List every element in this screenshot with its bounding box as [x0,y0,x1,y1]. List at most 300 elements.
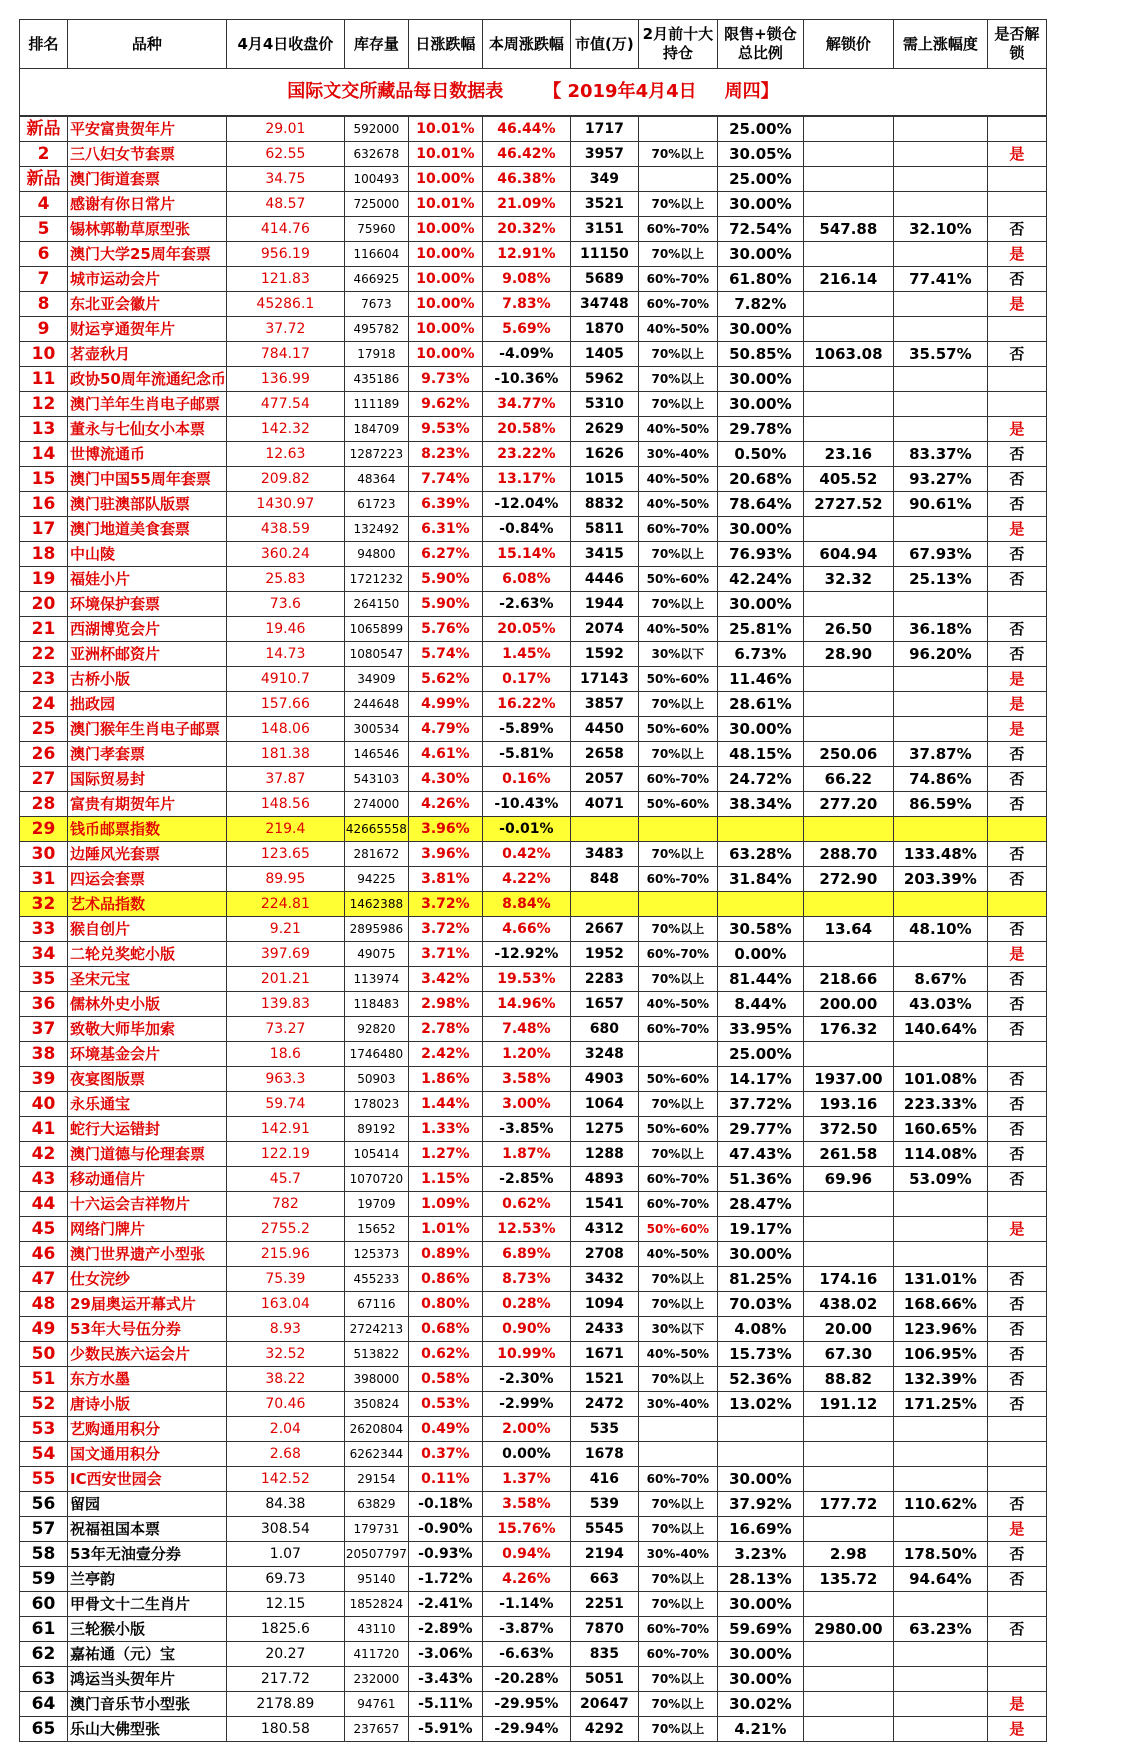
close-price-cell: 163.04 [226,1292,344,1317]
unlock-price-cell: 604.94 [803,542,893,567]
close-price-cell: 89.95 [226,867,344,892]
close-price-cell: 1430.97 [226,492,344,517]
stock-cell: 1721232 [344,567,408,592]
market-value-cell: 2251 [570,1592,638,1617]
rank-cell: 53 [20,1417,68,1442]
rank-cell: 10 [20,342,68,367]
table-row [20,1442,1047,1467]
name-cell: 二轮兑奖蛇小版 [68,942,227,967]
locked-ratio-cell: 63.28% [717,842,803,867]
unlock-price-cell [803,1217,893,1242]
close-price-cell: 1825.6 [226,1617,344,1642]
needed-rise-cell [893,1467,987,1492]
top10-holding-cell: 60%-70% [638,867,717,892]
needed-rise-cell: 123.96% [893,1317,987,1342]
table-row [20,792,1047,817]
market-value-cell: 349 [570,167,638,192]
locked-ratio-cell: 78.64% [717,492,803,517]
close-price-cell: 397.69 [226,942,344,967]
unlock-price-cell: 218.66 [803,967,893,992]
top10-holding-cell: 60%-70% [638,1017,717,1042]
unlock-price-cell: 277.20 [803,792,893,817]
rank-cell: 45 [20,1217,68,1242]
stats-table [19,19,1047,1742]
header-daily-change: 日涨跌幅 [408,20,482,69]
locked-ratio-cell [717,817,803,842]
close-price-cell: 12.63 [226,442,344,467]
locked-ratio-cell: 51.36% [717,1167,803,1192]
locked-ratio-cell: 30.00% [717,517,803,542]
rank-cell: 43 [20,1167,68,1192]
market-value-cell: 663 [570,1567,638,1592]
needed-rise-cell [893,1042,987,1067]
stock-cell: 281672 [344,842,408,867]
unlocked-cell: 否 [987,1392,1046,1417]
unlocked-cell [987,1042,1046,1067]
rank-cell: 16 [20,492,68,517]
unlocked-cell: 是 [987,1717,1046,1742]
market-value-cell: 2057 [570,767,638,792]
unlock-price-cell: 135.72 [803,1567,893,1592]
needed-rise-cell: 114.08% [893,1142,987,1167]
needed-rise-cell [893,1192,987,1217]
unlock-price-cell: 176.32 [803,1017,893,1042]
locked-ratio-cell: 30.00% [717,592,803,617]
weekly-change-cell: 14.96% [482,992,570,1017]
table-row [20,1692,1047,1717]
stock-cell: 94225 [344,867,408,892]
unlocked-cell: 否 [987,542,1046,567]
stock-cell: 632678 [344,142,408,167]
top10-holding-cell [638,892,717,917]
rank-cell: 57 [20,1517,68,1542]
market-value-cell: 1626 [570,442,638,467]
table-row [20,1117,1047,1142]
locked-ratio-cell: 76.93% [717,542,803,567]
top10-holding-cell: 70%以上 [638,1592,717,1617]
table-row [20,1642,1047,1667]
table-body [20,116,1047,1742]
needed-rise-cell: 160.65% [893,1117,987,1142]
unlock-price-cell: 1937.00 [803,1067,893,1092]
rank-cell: 2 [20,142,68,167]
needed-rise-cell: 74.86% [893,767,987,792]
market-value-cell: 20647 [570,1692,638,1717]
market-value-cell: 1064 [570,1092,638,1117]
table-row [20,817,1047,842]
unlock-price-cell: 216.14 [803,267,893,292]
name-cell: 少数民族六运会片 [68,1342,227,1367]
rank-cell: 17 [20,517,68,542]
weekly-change-cell: 3.58% [482,1067,570,1092]
weekly-change-cell: 6.08% [482,567,570,592]
locked-ratio-cell: 31.84% [717,867,803,892]
table-row [20,1217,1047,1242]
unlock-price-cell: 69.96 [803,1167,893,1192]
rank-cell: 55 [20,1467,68,1492]
close-price-cell: 29.01 [226,116,344,142]
weekly-change-cell: -5.81% [482,742,570,767]
rank-cell: 63 [20,1667,68,1692]
unlocked-cell: 是 [987,242,1046,267]
stock-cell: 89192 [344,1117,408,1142]
top10-holding-cell: 60%-70% [638,217,717,242]
table-row [20,842,1047,867]
weekly-change-cell: 0.00% [482,1442,570,1467]
daily-change-cell: 10.01% [408,142,482,167]
top10-holding-cell: 30%-40% [638,1392,717,1417]
unlocked-cell: 否 [987,642,1046,667]
table-row [20,242,1047,267]
close-price-cell: 209.82 [226,467,344,492]
rank-cell: 4 [20,192,68,217]
table-row [20,1142,1047,1167]
unlock-price-cell: 250.06 [803,742,893,767]
close-price-cell: 34.75 [226,167,344,192]
table-row [20,867,1047,892]
table-row [20,1192,1047,1217]
needed-rise-cell: 93.27% [893,467,987,492]
unlocked-cell: 否 [987,1367,1046,1392]
daily-change-cell: 0.86% [408,1267,482,1292]
unlocked-cell: 是 [987,717,1046,742]
unlocked-cell: 否 [987,967,1046,992]
unlocked-cell: 否 [987,992,1046,1017]
top10-holding-cell: 70%以上 [638,392,717,417]
daily-change-cell: 3.81% [408,867,482,892]
table-row [20,1367,1047,1392]
rank-cell: 34 [20,942,68,967]
stock-cell: 43110 [344,1617,408,1642]
close-price-cell: 123.65 [226,842,344,867]
name-cell: 艺术品指数 [68,892,227,917]
top10-holding-cell: 60%-70% [638,267,717,292]
table-row [20,1267,1047,1292]
table-row [20,492,1047,517]
report-weekday: 周四】 [724,81,779,102]
stock-cell: 29154 [344,1467,408,1492]
weekly-change-cell: -29.95% [482,1692,570,1717]
needed-rise-cell: 106.95% [893,1342,987,1367]
top10-holding-cell: 50%-60% [638,1217,717,1242]
top10-holding-cell: 50%-60% [638,1067,717,1092]
unlocked-cell [987,817,1046,842]
name-cell: 董永与七仙女小本票 [68,417,227,442]
weekly-change-cell: 4.66% [482,917,570,942]
unlocked-cell [987,392,1046,417]
weekly-change-cell: 13.17% [482,467,570,492]
daily-change-cell: 5.90% [408,567,482,592]
close-price-cell: 201.21 [226,967,344,992]
unlock-price-cell [803,367,893,392]
market-value-cell: 848 [570,867,638,892]
unlocked-cell: 否 [987,792,1046,817]
table-row [20,1667,1047,1692]
unlock-price-cell: 26.50 [803,617,893,642]
stock-cell: 1746480 [344,1042,408,1067]
close-price-cell: 477.54 [226,392,344,417]
market-value-cell: 535 [570,1417,638,1442]
name-cell: 甲骨文十二生肖片 [68,1592,227,1617]
locked-ratio-cell: 14.17% [717,1067,803,1092]
daily-change-cell: -2.89% [408,1617,482,1642]
close-price-cell: 308.54 [226,1517,344,1542]
needed-rise-cell: 25.13% [893,567,987,592]
market-value-cell: 5689 [570,267,638,292]
rank-cell: 40 [20,1092,68,1117]
locked-ratio-cell: 33.95% [717,1017,803,1042]
needed-rise-cell [893,142,987,167]
stock-cell: 466925 [344,267,408,292]
table-row [20,1092,1047,1117]
weekly-change-cell: 46.38% [482,167,570,192]
needed-rise-cell [893,367,987,392]
locked-ratio-cell: 38.34% [717,792,803,817]
rank-cell: 52 [20,1392,68,1417]
locked-ratio-cell: 13.02% [717,1392,803,1417]
stock-cell: 95140 [344,1567,408,1592]
unlock-price-cell: 272.90 [803,867,893,892]
stock-cell: 244648 [344,692,408,717]
stock-cell: 34909 [344,667,408,692]
weekly-change-cell: -1.14% [482,1592,570,1617]
close-price-cell: 438.59 [226,517,344,542]
stock-cell: 113974 [344,967,408,992]
market-value-cell: 4071 [570,792,638,817]
table-row [20,1292,1047,1317]
unlocked-cell: 否 [987,267,1046,292]
unlocked-cell: 否 [987,442,1046,467]
top10-holding-cell: 30%-40% [638,1542,717,1567]
table-row [20,467,1047,492]
unlock-price-cell [803,1517,893,1542]
locked-ratio-cell: 81.25% [717,1267,803,1292]
name-cell: 澳门道德与伦理套票 [68,1142,227,1167]
rank-cell: 20 [20,592,68,617]
weekly-change-cell: 1.37% [482,1467,570,1492]
needed-rise-cell: 132.39% [893,1367,987,1392]
unlock-price-cell [803,717,893,742]
weekly-change-cell: -2.30% [482,1367,570,1392]
daily-change-cell: 4.99% [408,692,482,717]
unlocked-cell: 否 [987,1617,1046,1642]
unlocked-cell [987,317,1046,342]
weekly-change-cell: 15.76% [482,1517,570,1542]
unlock-price-cell: 405.52 [803,467,893,492]
top10-holding-cell: 70%以上 [638,1292,717,1317]
daily-change-cell: 10.00% [408,267,482,292]
weekly-change-cell: 0.94% [482,1542,570,1567]
needed-rise-cell: 43.03% [893,992,987,1017]
daily-change-cell: 3.96% [408,817,482,842]
daily-change-cell: 9.62% [408,392,482,417]
name-cell: 平安富贵贺年片 [68,116,227,142]
unlock-price-cell [803,242,893,267]
unlock-price-cell: 28.90 [803,642,893,667]
locked-ratio-cell: 72.54% [717,217,803,242]
daily-change-cell: 10.00% [408,292,482,317]
name-cell: 澳门世界遗产小型张 [68,1242,227,1267]
weekly-change-cell: 12.91% [482,242,570,267]
unlocked-cell: 是 [987,1217,1046,1242]
unlocked-cell: 否 [987,842,1046,867]
daily-change-cell: 8.23% [408,442,482,467]
daily-change-cell: 4.26% [408,792,482,817]
market-value-cell: 1717 [570,116,638,142]
rank-cell: 29 [20,817,68,842]
top10-holding-cell: 40%-50% [638,617,717,642]
needed-rise-cell: 133.48% [893,842,987,867]
close-price-cell: 14.73 [226,642,344,667]
top10-holding-cell [638,167,717,192]
weekly-change-cell: 20.58% [482,417,570,442]
close-price-cell: 139.83 [226,992,344,1017]
needed-rise-cell [893,167,987,192]
daily-change-cell: 1.33% [408,1117,482,1142]
daily-change-cell: 10.00% [408,167,482,192]
needed-rise-cell: 83.37% [893,442,987,467]
name-cell: 三轮猴小版 [68,1617,227,1642]
name-cell: 钱币邮票指数 [68,817,227,842]
name-cell: 澳门街道套票 [68,167,227,192]
close-price-cell: 2755.2 [226,1217,344,1242]
daily-change-cell: 0.49% [408,1417,482,1442]
stock-cell: 92820 [344,1017,408,1042]
locked-ratio-cell: 30.00% [717,367,803,392]
rank-cell: 11 [20,367,68,392]
market-value-cell: 3432 [570,1267,638,1292]
name-cell: 网络门牌片 [68,1217,227,1242]
needed-rise-cell: 178.50% [893,1542,987,1567]
market-value-cell: 2433 [570,1317,638,1342]
top10-holding-cell: 70%以上 [638,1267,717,1292]
needed-rise-cell [893,242,987,267]
market-value-cell: 680 [570,1017,638,1042]
daily-change-cell: 10.01% [408,192,482,217]
unlock-price-cell: 261.58 [803,1142,893,1167]
table-row [20,692,1047,717]
unlocked-cell: 是 [987,142,1046,167]
name-cell: 环境保护套票 [68,592,227,617]
stock-cell: 411720 [344,1642,408,1667]
unlocked-cell: 否 [987,617,1046,642]
weekly-change-cell: -5.89% [482,717,570,742]
locked-ratio-cell: 0.00% [717,942,803,967]
stock-cell: 725000 [344,192,408,217]
table-row [20,342,1047,367]
top10-holding-cell: 60%-70% [638,767,717,792]
market-value-cell: 2074 [570,617,638,642]
stock-cell: 1462388 [344,892,408,917]
locked-ratio-cell: 30.00% [717,1642,803,1667]
market-value-cell: 5962 [570,367,638,392]
market-value-cell: 3151 [570,217,638,242]
stock-cell: 19709 [344,1192,408,1217]
table-row [20,1342,1047,1367]
top10-holding-cell: 60%-70% [638,1467,717,1492]
daily-change-cell: 0.53% [408,1392,482,1417]
market-value-cell: 1288 [570,1142,638,1167]
table-row [20,1617,1047,1642]
close-price-cell: 37.72 [226,317,344,342]
weekly-change-cell: -2.63% [482,592,570,617]
stock-cell: 20507797 [344,1542,408,1567]
stock-cell: 513822 [344,1342,408,1367]
close-price-cell: 9.21 [226,917,344,942]
close-price-cell: 8.93 [226,1317,344,1342]
table-row [20,367,1047,392]
daily-change-cell: 6.39% [408,492,482,517]
table-row [20,1492,1047,1517]
weekly-change-cell: -10.43% [482,792,570,817]
weekly-change-cell: 6.89% [482,1242,570,1267]
locked-ratio-cell: 30.00% [717,317,803,342]
unlock-price-cell [803,592,893,617]
stock-cell: 63829 [344,1492,408,1517]
name-cell: 环境基金会片 [68,1042,227,1067]
daily-change-cell: 6.31% [408,517,482,542]
stock-cell: 300534 [344,717,408,742]
stock-cell: 232000 [344,1667,408,1692]
stock-cell: 237657 [344,1717,408,1742]
data-sheet [19,19,1047,1742]
needed-rise-cell: 131.01% [893,1267,987,1292]
close-price-cell: 37.87 [226,767,344,792]
weekly-change-cell: 0.42% [482,842,570,867]
name-cell: 29届奥运开幕式片 [68,1292,227,1317]
close-price-cell: 75.39 [226,1267,344,1292]
locked-ratio-cell: 11.46% [717,667,803,692]
title-cell [20,69,1047,117]
unlock-price-cell: 547.88 [803,217,893,242]
needed-rise-cell: 86.59% [893,792,987,817]
needed-rise-cell: 110.62% [893,1492,987,1517]
header-unlocked: 是否解锁 [987,20,1046,69]
stock-cell: 274000 [344,792,408,817]
unlocked-cell: 是 [987,1692,1046,1717]
daily-change-cell: 1.09% [408,1192,482,1217]
unlock-price-cell [803,942,893,967]
unlocked-cell: 否 [987,1017,1046,1042]
stock-cell: 6262344 [344,1442,408,1467]
table-row [20,142,1047,167]
table-row [20,592,1047,617]
daily-change-cell: 3.96% [408,842,482,867]
unlock-price-cell: 1063.08 [803,342,893,367]
weekly-change-cell: 1.87% [482,1142,570,1167]
table-row [20,292,1047,317]
header-market-value: 市值(万) [570,20,638,69]
locked-ratio-cell: 8.44% [717,992,803,1017]
needed-rise-cell [893,942,987,967]
name-cell: 兰亭韵 [68,1567,227,1592]
rank-cell: 46 [20,1242,68,1267]
top10-holding-cell [638,1042,717,1067]
rank-cell: 49 [20,1317,68,1342]
name-cell: 四运会套票 [68,867,227,892]
daily-change-cell: -1.72% [408,1567,482,1592]
rank-cell: 19 [20,567,68,592]
unlocked-cell: 否 [987,742,1046,767]
needed-rise-cell [893,192,987,217]
daily-change-cell: -2.41% [408,1592,482,1617]
locked-ratio-cell: 20.68% [717,467,803,492]
daily-change-cell: 10.00% [408,242,482,267]
daily-change-cell: 1.44% [408,1092,482,1117]
market-value-cell: 2283 [570,967,638,992]
daily-change-cell: 0.58% [408,1367,482,1392]
rank-cell: 37 [20,1017,68,1042]
